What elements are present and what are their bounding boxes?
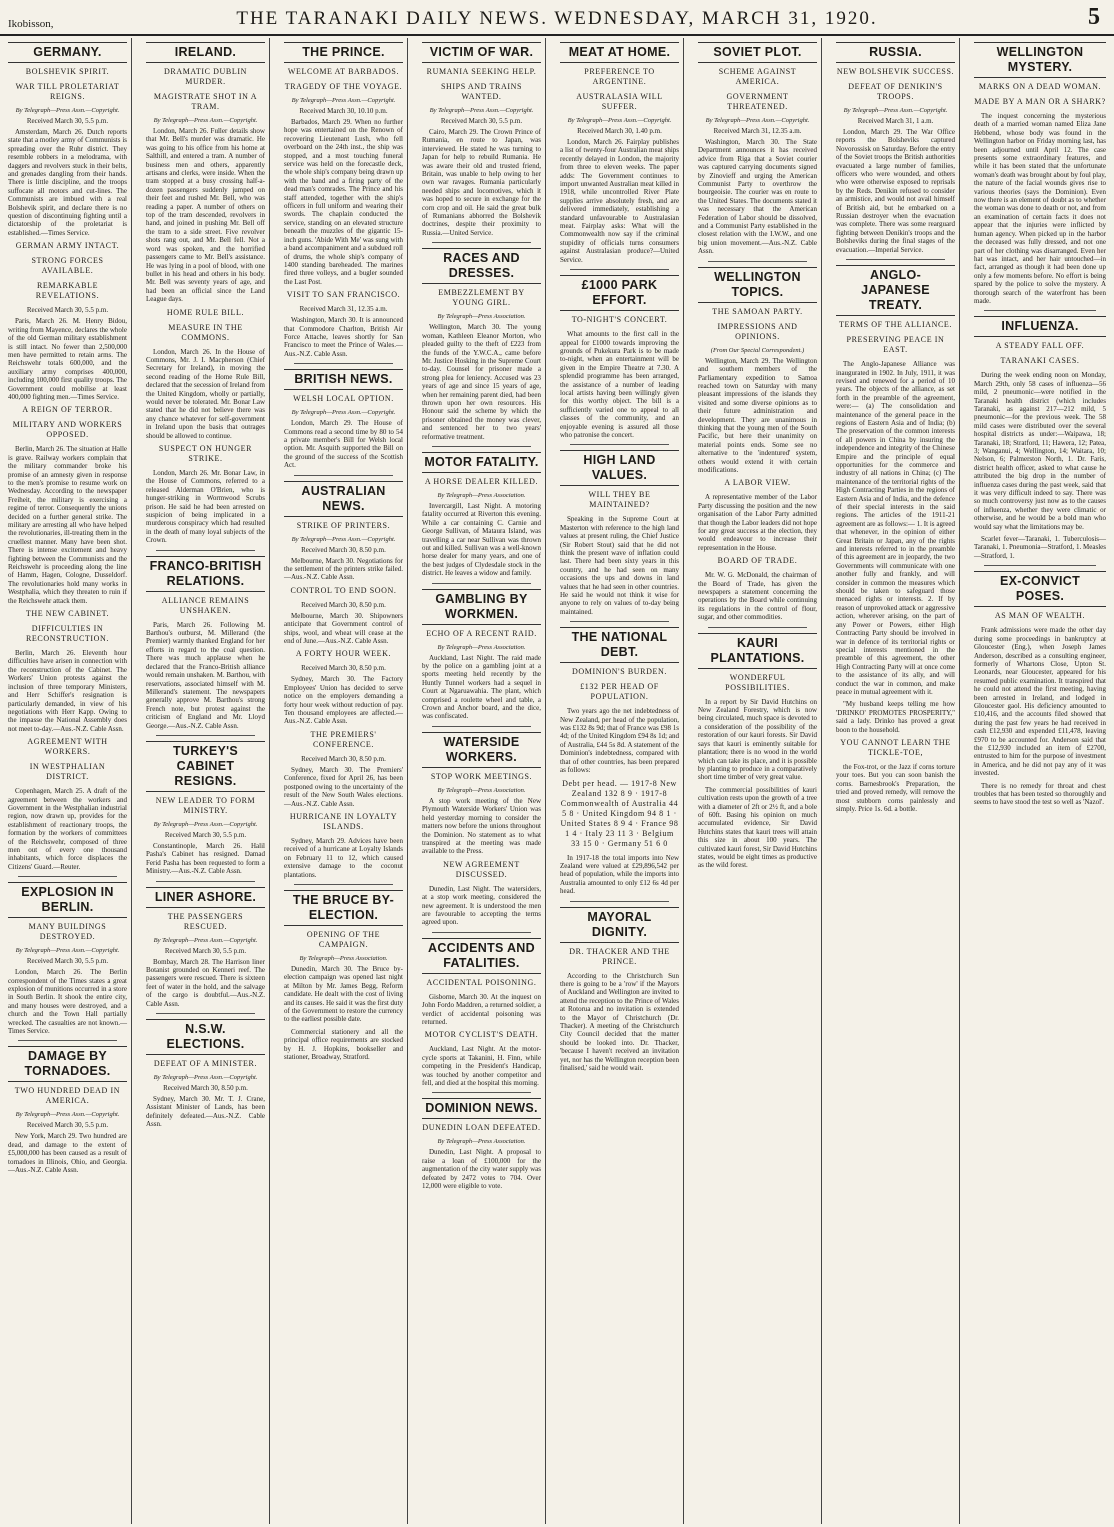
telegraph-byline: By Telegraph—Press Association.	[437, 491, 526, 499]
article-subheadline: DUNEDIN LOAN DEFEATED.	[422, 1123, 541, 1133]
column-rule	[432, 932, 531, 933]
article-subheadline: MADE BY A MAN OR A SHARK?	[974, 97, 1106, 106]
article-body: Dunedin, Last Night. A proposal to raise a loan of £100,000 for the augmentation of the city water supply was defeated by 2472 votes to 704. Over 12,000 were eligible to vote.	[422, 1148, 541, 1191]
article-body: Auckland, Last Night. The raid made by the police on a gambling joint at a sports meeting held recently by the Huntly Tunnel workers had a sequel in Court at Ngaruawahia. The plant, which comprised a roulette wheel and table, a Crown and Anchor board, and the dice, was confiscated.	[422, 653, 541, 721]
article-subheadline: MILITARY AND WORKERS OPPOSED.	[12, 420, 123, 440]
article-subheadline: MARKS ON A DEAD WOMAN.	[978, 82, 1102, 91]
column-rule	[18, 1040, 117, 1041]
article-body: London, March 26. In the House of Commons, Mr. J. I. Macpherson (Chief Secretary for Ireland), in moving the second reading of the Home Rule Bill, declared that the secession of Ireland from the United Kingdom, wholly or partially, would never be tolerated. Mr. Bonar Law stated that he did not believe there was any chance whatever for self-government in Ireland upon the basis that outrages should be allowed to continue.	[146, 347, 265, 440]
article-subheadline: GERMAN ARMY INTACT.	[15, 241, 120, 251]
article-body: Sydney, March 29. Advices have been received of a hurricane at Loyalty Islands on February 11 to 12, which caused extensive damage to the coconut plantations.	[284, 836, 403, 879]
article-body: London, March 26. Fairplay publishes a list of twenty-four Australian meat ships recently delayed in London, the majority from three to eleven weeks. The paper adds: The Government continues to import unwanted Australian meat killed in 1918, while uncontrolled River Plate supplies arrive absolutely fresh, and are delivered immediately, establishing a standard unfavourable to Australasian meat. Fairplay asks: What will the Commonwealth now say if the criminal stupidity of officials turns consumers against Australasian produce?—United Service.	[560, 138, 679, 264]
telegraph-byline: By Telegraph—Press Assn.—Copyright.	[291, 409, 396, 417]
article-subheadline: STOP WORK MEETINGS.	[430, 771, 533, 781]
article-subheadline: NEW LEADER TO FORM MINISTRY.	[155, 795, 256, 815]
article-subheadline: DEFEAT OF A MINISTER.	[153, 1059, 258, 1068]
article-body: Dunedin, Last Night. The watersiders, at a stop work meeting, considered the new agreement. It is understood the men are favourable to accepting the terms agreed upon.	[422, 884, 541, 927]
article-subheadline: DEFEAT OF DENIKIN'S TROOPS.	[848, 82, 943, 101]
column-rule	[156, 881, 255, 882]
article-headline: EX-CONVICT POSES.	[974, 571, 1106, 607]
article-headline: N.S.W. ELECTIONS.	[146, 1019, 265, 1055]
article-headline: WELLINGTON MYSTERY.	[974, 42, 1106, 78]
article-body: Berlin, March 26. Eleventh hour difficulties have arisen in connection with the reconstruction of the Cabinet. The Workers' Union protests against the inclusion of three temporary Ministers, and Herr Schiffer's resignation is particularly demanded, in view of his negotiations with Herr Kapp. Owing to the impasse the National Assembly does not meet to-day.—Aus.-N.Z. Cable Assn.	[8, 649, 127, 733]
article-subheadline: AS MAN OF WEALTH.	[994, 611, 1086, 621]
received-line: Received March 30, 5.5 p.m.	[440, 117, 523, 125]
column	[832, 38, 960, 1524]
column-rule	[432, 242, 531, 243]
article-subheadline: £132 PER HEAD OF POPULATION.	[580, 682, 659, 702]
article-body: London, March 29. The War Office reports the Bolsheviks captured Novorossisk on Saturday. Before the entry of the Soviet troops the British authorities evacuated a large number of families, officers who were wounded, and others who were otherwise exposed to reprisals by the Reds. Denikin refused to consider an armistice, and would not avail himself of British aid, but he embarked on a Russian destroyer when the evacuation was complete. There was some rearguard fighting between Denikin's troops and the Bolsheviks during the final stages of the evacuation.—Imperial Service.	[836, 128, 955, 254]
article-body: The Anglo-Japanese Alliance was inaugurated in 1902. In July, 1911, it was revised and renewed for a period of 10 years. The objects of the alliance, as set forth in the preamble of the agreement, were:— (a) The consolidation and maintenance of the general peace in the regions of Eastern Asia and of India; (b) The preservation of the common interests of all powers in China by insuring the independence and integrity of the Chinese Empire and the principle of equal opportunities for the commerce and industry of all nations in China; (c) The maintenance of the territorial rights of the High Contracting Parties in the regions of Eastern Asia and of India, and the defence of their special interests in the said regions. The articles of the 1911-21 agreement are as follows:— 1. It is agreed that whenever, in the opinion of either Great Britain or Japan, any of the rights and interests referred to in the preamble of this agreement are in jeopardy, the two Governments will communicate with one another fully and frankly, and will consider in common the measures which should be taken to safeguard those menaced rights or interests. 2. If by reason of unprovoked attack or aggressive action, wherever arising, on the part of any Power or Powers, either High Contracting Party should be involved in war in defence of its territorial rights or special interests mentioned in the preamble of this agreement, the other High Contracting Party will at once come to the assistance of its ally, and will conduct the war in common, and make peace in mutual agreement with it.	[836, 360, 955, 696]
article-body: Amsterdam, March 26. Dutch reports state that a motley army of Communists is spreading over the Ruhr district. They resemble robbers in a melodrama, with daggers and revolvers stuck in their belts, and grenades dangling from their hands. There is little discipline, and the troops suffocate all motors and cut-lines. The Communists are imbued with a real Bolshevik spirit, and declare there is no question of discontinuing fighting until a dictatorship of the proletariat is established.—Times Service.	[8, 128, 127, 237]
article-subheadline: TERMS OF THE ALLIANCE.	[838, 320, 953, 330]
article-body: Sydney, March 30. The Premiers' Conference, fixed for April 26, has been postponed owing to the uncertainty of the result of the New South Wales elections.—Aus.-N.Z. Cable Assn.	[284, 765, 403, 808]
telegraph-byline: By Telegraph—Press Assn.—Copyright.	[153, 820, 258, 828]
column-rule	[846, 259, 945, 260]
article-body: Dunedin, March 30. The Bruce by-election campaign was opened last night at Milton by Mr. James Begg, Reform candidate. He dealt with the cost of living and its causes. He said it was the first duty of the Government to restore the currency to the earliest possible date.	[284, 964, 403, 1024]
column	[694, 38, 822, 1524]
article-headline: FRANCO-BRITISH RELATIONS.	[146, 556, 265, 592]
received-line: Received March 30, 5.5 p.m.	[26, 306, 109, 315]
article-subheadline: GOVERNMENT THREATENED.	[726, 92, 789, 111]
article-body: Washington, March 30. The State Department announces it has received advice from Riga that a Soviet courier was captured carrying documents signed by Zinovieff and urging the American Communist Party to overthrow the bourgeoisie. The courier was en route to the United States. The documents stated it was necessary that the American Federation of Labor should be dissolved, and a Communist Party established in the closest relation with the I.W.W., and one big union movement.—Aus.-N.Z. Cable Assn.	[698, 138, 817, 256]
article-body: Gisborne, March 30. At the inquest on John Fordo Maddren, a returned soldier, a verdict of accidental poisoning was returned.	[422, 992, 541, 1026]
article-body: New York, March 29. Two hundred are dead, and damage to the extent of £5,000,000 has been caused as a result of tornadoes in Illinois, Ohio, and Georgia.—Aus.-N.Z. Cable Assn.	[8, 1132, 127, 1175]
article-subheadline: CONTROL TO END SOON.	[290, 585, 397, 595]
article-subheadline: STRIKE OF PRINTERS.	[296, 520, 391, 530]
column-rule	[294, 884, 393, 885]
telegraph-byline: By Telegraph—Press Assn.—Copyright.	[15, 107, 120, 114]
telegraph-byline: By Telegraph—Press Association.	[437, 1138, 526, 1146]
masthead-left-note: Ikobisson,	[8, 18, 54, 30]
article-headline: THE PRINCE.	[284, 42, 403, 63]
article-headline: ANGLO-JAPANESE TREATY.	[836, 265, 955, 316]
column-rule	[570, 621, 669, 622]
telegraph-byline: By Telegraph—Press Assn.—Copyright.	[567, 117, 672, 124]
article-body: Frank admissions were made the other day during some proceedings in bankruptcy at Gloucester (Eng.), when Joseph James Anderson, described as a consulting engineer, formerly of Whartons Close, Upton St. Leonards, near Gloucester, appeared for his resumed public examination. It transpired that he could not attend the first meeting, having been arrested in Ireland, and lodged in Gloucester gaol. His deficiency amounted to £10,416, and the accounts filed showed that during the past few years he had received in cash £12,930 and expended £11,478, leaving £970 to be accounted for. Anderson said that the £12,930 included an item of £2700, entrusted to him for the purpose of investment in America, and he did not pay any of it was invested.	[974, 626, 1106, 778]
column	[142, 38, 270, 1524]
article-body: Constantinople, March 26. Halil Pasha's Cabinet has resigned. Damad Ferid Pasha has been requested to form a Ministry.—Aus.-N.Z. Cable Assn.	[146, 841, 265, 876]
article-subheadline: MOTOR CYCLIST'S DEATH.	[424, 1030, 539, 1040]
article-body: Mr. W. G. McDonald, the chairman of the Board of Trade, has given the newspapers a statement concerning the operations by the Board while continuing its regulations in the control of flour, sugar, and other commodities.	[698, 571, 817, 622]
article-subheadline: DRAMATIC DUBLIN MURDER.	[164, 67, 247, 86]
article-body: In 1917-18 the total imports into New Zealand were valued at £29,896,542 per head of population, while the imports into Australia amounted to only £12 6s 4d per head.	[560, 853, 679, 896]
article-headline: RACES AND DRESSES.	[422, 248, 541, 284]
telegraph-byline: By Telegraph—Press Assn.—Copyright.	[429, 107, 534, 114]
article-subheadline: VISIT TO SAN FRANCISCO.	[286, 290, 401, 300]
article-subheadline: OPENING OF THE CAMPAIGN.	[306, 929, 381, 949]
article-body: Copenhagen, March 25. A draft of the agreement between the workers and Government in the Westphalian industrial region, now drawn up, provides for the establishment of reactionary troops, the formation by the workers of committees of the Reichswehr, composed of three men out of every one thousand inhabitants, which force displaces the Citizens' Guard.—Reuter.	[8, 787, 127, 871]
article-headline: EXPLOSION IN BERLIN.	[8, 882, 127, 918]
article-body: London, March 29. The House of Commons read a second time by 80 to 54 a private member's Bill for Welsh local option. Mr. Asquith supported the Bill on the ground of the success of the Scottish Act.	[284, 419, 403, 470]
column	[418, 38, 546, 1524]
column-rule	[432, 1092, 531, 1093]
article-body: Berlin, March 26. The situation at Halle is grave. Railway workers complain that the military commander broke his promise of an amnesty given in response to the men's promise to resume work on Wednesday. According to the newspaper Freiheit, the military is exercising a regime of terror. Consequently the unions decided on a further general strike. The military are arresting all who have helped the revolutionaries, ill-treating them in the cruellest manner. Many have been shot. There is intense excitement and heavy fighting between the Communists and the Reichswehr is proceeding along the line of Hamm, Hagen, Cologne, Dusseldorf. The revolutionaries hold many works in Westphalia, which they threaten to ruin if the Reichswehr attack them.	[8, 445, 127, 605]
article-subheadline: STRONG FORCES AVAILABLE.	[31, 256, 104, 276]
column-rule	[156, 735, 255, 736]
article-subheadline: ECHO OF A RECENT RAID.	[426, 628, 537, 638]
article-subheadline: ALLIANCE REMAINS UNSHAKEN.	[161, 595, 250, 615]
article-body: There is no remedy for throat and chest troubles that has been tested so thoroughly and seems to have stood the test so well as 'Nazol'.	[974, 781, 1106, 807]
article-subheadline: TO-NIGHT'S CONCERT.	[571, 315, 668, 325]
column-rule	[570, 269, 669, 270]
column	[556, 38, 684, 1524]
article-subheadline: AGREEMENT WITH WORKERS.	[27, 737, 108, 757]
article-body: Paris, March 26. M. Henry Bidou, writing from Mayence, declares the whole of the old German military establishment is still intact. No fewer than 2,500,000 men have permitted to retain arms. The Reichswehr totals 600,000, and the auxiliary army comprises 400,000, including 100,000 first quality troops. The Government could mobilise at least 400,000 fighting men.—Times Service.	[8, 317, 127, 401]
article-body: Sydney, March 30. Mr. T. J. Crane, Assistant Minister of Lands, has been definitely defeated.—Aus.-N.Z. Cable Assn.	[146, 1095, 265, 1129]
article-body: During the week ending noon on Monday, March 29th, only 58 cases of influenza—56 mild, 2 pneumonic—were notified in the Taranaki health district (which includes Taranaki, as against 217—212 mild, 5 pneumonic—for the previous week. The 58 mild cases were distributed over the several hospital districts as under:—Waipawa, 18; Taranaki, 18; Stratford, 11; Hawera, 12; Patea, 3; Wanganui, 4; Wellington, 14; Waitara, 10; Nelson, 6; Palmerston North, 1. Dr. Faris, district health officer, asked to what cause he attributed the big drop in the number of influenza cases during the past week, said that it was very difficult indeed to say. There was so much controversy just now as to the causes of influenza, whether they were climatic or otherwise, and he would be a bold man who would say what the limitations may be.	[974, 371, 1106, 531]
received-line: Received March 30, 8.50 p.m.	[301, 664, 386, 673]
article-headline: GAMBLING BY WORKMEN.	[422, 589, 541, 625]
article-subheadline: TRAGEDY OF THE VOYAGE.	[284, 82, 403, 91]
article-subheadline: IN WESTPHALIAN DISTRICT.	[29, 762, 106, 782]
article-subheadline: WELSH LOCAL OPTION.	[293, 394, 394, 404]
article-body: The inquest concerning the mysterious death of a married woman named Eliza Jane Hebbend, whose body was found in the Wellington harbor on Friday morning last, has been adjourned until April 12. The case presents some extraordinary features, and while it has been stated that the unfortunate woman's death was brought about by foul play, the nature of the facial wounds gives rise to various theories (says the Dominion). Even now there is an element of doubt as to whether the woman was done to death or not, and from an examination of certain facts it does not appear that the injuries were inflicted by human agency. When picked up in the harbor the deceased was fully dressed, and not one part of her clothing was disarranged. Even her hat was intact, and her hair untouched—in fact, arranged as though it had been done up only a few moments before. No effort is being spared by the police to solve the mystery. A thorough search of the waterfront has been made.	[974, 112, 1106, 305]
article-subheadline: REMARKABLE REVELATIONS.	[35, 281, 100, 301]
article-subheadline: THE PREMIERS' CONFERENCE.	[310, 729, 377, 749]
article-body: London, March 26. Fuller details show that Mr. Bell's murder was dramatic. He was going to his office from his home at Salthill, and entered a tram. A number of business men and others, apparently artisans and clerks, were inside. When the tram stopped at a busy crossing half-a-dozen passengers suddenly jumped on their feet and rushed Mr. Bell, who was reading a paper. A number of others on top of the tram descended, revolvers in hand, and joined in pushing Mr. Bell off the tram to a side street. Five revolver shots rang out, and Mr. Bell fell. Not a word was spoken, and the horrified passengers came to Mr. Bell's assistance. He was lying in a pool of blood, with one bullet in his head and others in his body. Mr. Bell was seventy years of age, and had been an official since the Land League days.	[146, 127, 265, 304]
column	[4, 38, 132, 1524]
article-subheadline: NEW BOLSHEVIK SUCCESS.	[836, 67, 955, 76]
article-subheadline: MANY BUILDINGS DESTROYED.	[28, 922, 107, 942]
received-line: Received March 30, 8.50 p.m.	[301, 754, 386, 763]
article-headline: AUSTRALIAN NEWS.	[284, 481, 403, 517]
masthead-title: THE TARANAKI DAILY NEWS. WEDNESDAY, MARCH 31, 1920.	[236, 8, 878, 29]
article-subheadline: SCHEME AGAINST AMERICA.	[718, 67, 797, 86]
column-rule	[432, 726, 531, 727]
article-subheadline: EMBEZZLEMENT BY YOUNG GIRL.	[438, 288, 525, 308]
article-subheadline: A HORSE DEALER KILLED.	[424, 476, 539, 486]
article-subheadline: RUMANIA SEEKING HELP.	[426, 67, 537, 76]
article-headline: TURKEY'S CABINET RESIGNS.	[146, 741, 265, 792]
received-line: Received March 30, 5.5 p.m.	[164, 830, 247, 839]
telegraph-byline: By Telegraph—Press Association.	[437, 786, 526, 794]
received-line: Received March 30, 1.40 p.m.	[577, 127, 662, 135]
column-rule	[156, 1013, 255, 1014]
received-line: Received March 30, 5.5 p.m.	[26, 957, 109, 966]
received-line: Received March 30, 10.10 p.m.	[299, 107, 388, 115]
article-subheadline: DR. THACKER AND THE PRINCE.	[569, 946, 670, 966]
telegraph-byline: By Telegraph—Press Association.	[299, 954, 388, 962]
article-subheadline: NEW AGREEMENT DISCUSSED.	[443, 859, 520, 879]
article-body: Paris, March 26. Following M. Barthou's outburst, M. Millerand (the Premier) warmly thanked England for her efforts in regard to the coal question. There was much applause when he declared that the Franco-British alliance would remain unshaken. M. Barthou, with reservations, associated himself with M. Millerand's statement. The newspapers generally approve M. Barthou's strong French note, but protest against the criticism of England and Mr. Lloyd George.—Aus.-N.Z. Cable Assn.	[146, 620, 265, 730]
article-subheadline: A REIGN OF TERROR.	[22, 405, 113, 415]
article-body: Melbourne, March 30. Negotiations for the settlement of the printers strike failed.—Aus.-N.Z. Cable Assn.	[284, 556, 403, 582]
received-line: Received March 30, 8.50 p.m.	[301, 600, 386, 609]
article-headline: ACCIDENTS AND FATALITIES.	[422, 938, 541, 974]
article-headline: HIGH LAND VALUES.	[560, 450, 679, 486]
article-headline: MOTOR FATALITY.	[422, 452, 541, 473]
article-headline: GERMANY.	[8, 42, 127, 63]
article-headline: IRELAND.	[146, 42, 265, 63]
article-subheadline: IMPRESSIONS AND OPINIONS.	[717, 321, 798, 341]
article-subheadline: PRESERVING PEACE IN EAST.	[846, 335, 945, 355]
article-subheadline: ACCIDENTAL POISONING.	[426, 977, 537, 987]
column-rule	[708, 627, 807, 628]
article-body: Scarlet fever—Taranaki, 1. Tuberculosis—Taranaki, 1. Pneumonia—Stratford, 1. Measles—Stratford, 1.	[974, 535, 1106, 560]
article-headline: RUSSIA.	[836, 42, 955, 63]
article-body: Auckland, Last Night. At the motor-cycle sports at Takanini, H. Finn, while competing in the President's Handicap, was touched by another competitor and fell, and died at the hospital this morning.	[422, 1045, 541, 1087]
article-headline: INFLUENZA.	[974, 316, 1106, 337]
received-line: Received March 30, 8.50 p.m.	[163, 1084, 248, 1092]
article-subheadline: A STEADY FALL OFF.	[995, 341, 1085, 351]
article-body: Bombay, March 28. The Harrison liner Botanist grounded on Kenneri reef. The passengers were rescued. There is sixteen feet of water in the hold, and the salvage of the cargo is doubtful.—Aus.-N.Z. Cable Assn.	[146, 957, 265, 1008]
article-headline: £1000 PARK EFFORT.	[560, 275, 679, 311]
telegraph-byline: By Telegraph—Press Assn.—Copyright.	[153, 936, 258, 944]
article-headline: DAMAGE BY TORNADOES.	[8, 1046, 127, 1082]
article-subheadline: YOU CANNOT LEARN THE TICKLE-TOE,	[840, 737, 951, 757]
received-line: Received March 30, 5.5 p.m.	[26, 1121, 109, 1130]
article-subheadline: THE SAMOAN PARTY.	[712, 306, 803, 316]
article-body: London, March 26. Mr. Bonar Law, in the House of Commons, referred to a released Alderman O'Brien, who is hunger-striking in Wormwood Scrubs prison. He said he had been arrested on suspicion of being implicated in a murderous conspiracy which had resulted in the death of many loyal subjects of the Crown.	[146, 469, 265, 545]
article-body: According to the Christchurch Sun there is going to be a 'row' if the Mayors of Auckland and Wellington are invited to attend the reception to the Prince of Wales at Rotorua and no invitation is extended to the Mayor of Christchurch (Dr. Thacker). A meeting of the Christchurch City Council decided that the matter should be looked into. Dr. Thacker, 'because I haven't received an invitation yet, nor has the Wellington reception been finalised,' said he would wait.	[560, 971, 679, 1072]
article-body: Two years ago the net indebtedness of New Zealand, per head of the population, was £132 8s 9d; that of France was £98 1s 4d; of the United Kingdom £94 8s 1d; and of Australia, £44 5s 8d. A statement of the Dominion's indebtedness, compared with that of other countries, has been prepared as follows:	[560, 707, 679, 775]
column-rule	[984, 565, 1096, 566]
article-body: Barbados, March 29. When no further hope was entertained on the Renown of recovering Lieutenant Lush, who fell overboard on the 24th inst., the ship was stopped, and a most touching funeral service was held on the forecastle deck, the whole ship's company being drawn up with the band and a firing party of the dead man's comrades. The Prince and his staff attended, together with the ship's officers in full uniform and wearing their swords. The chaplain conducted the service, standing on an elevated structure beneath the muzzles of the gigantic 15-inch guns. 'Abide With Me' was sung with a band accompaniment and a subdued roll of drums, the whole ship's company of 1400 standing bareheaded. The marines fired three volleys, and a bugler sounded the Last Post.	[284, 118, 403, 286]
article-body: the Fox-trot, or the Jazz if corns torture your toes. But you can soon banish the corns. Barnesbrook's Preparation, the tried and proved remedy, will remove the most stubborn corns painlessly and simply. Price 1s. 6d. a bottle.	[836, 762, 955, 813]
telegraph-byline: By Telegraph—Press Association.	[437, 643, 526, 651]
column-rule	[294, 475, 393, 476]
article-headline: WATERSIDE WORKERS.	[422, 732, 541, 768]
article-headline: WELLINGTON TOPICS.	[698, 267, 817, 303]
article-headline: THE NATIONAL DEBT.	[560, 627, 679, 663]
column	[280, 38, 408, 1524]
article-subheadline: BOLSHEVIK SPIRIT.	[25, 67, 110, 76]
received-line: Received March 31, 12.35 a.m.	[299, 305, 388, 314]
article-headline: MAYORAL DIGNITY.	[560, 907, 679, 943]
article-subheadline: HURRICANE IN LOYALTY ISLANDS.	[289, 811, 398, 831]
article-subheadline: WELCOME AT BARBADOS.	[287, 67, 400, 76]
masthead	[0, 0, 1114, 36]
article-body: Sydney, March 30. The Factory Employees' Union has decided to serve notice on the employers demanding a forty hour week without reduction of pay. Ten thousand employees are affected.—Aus.-N.Z. Cable Assn.	[284, 675, 403, 726]
article-headline: LINER ASHORE.	[146, 887, 265, 908]
column-rule	[570, 444, 669, 445]
column	[970, 38, 1110, 1524]
article-body: Commercial stationery and all the principal office requirements are stocked by H. J. Hopkins, bookseller and stationer, Broadway, Stratford.	[284, 1027, 403, 1061]
article-headline: VICTIM OF WAR.	[422, 42, 541, 63]
telegraph-byline: (From Our Special Correspondent.)	[710, 346, 805, 354]
article-body: London, March 26. The Berlin correspondent of the Times states a great explosion of munitions occurred in a store in South Berlin. It shook the entire city, and many houses were destroyed, and a church and the Town Hall partially wrecked. The casualties are not known.—Times Service.	[8, 968, 127, 1036]
received-line: Received March 30, 5.5 p.m.	[164, 946, 247, 955]
column-rule	[156, 550, 255, 551]
article-subheadline: A LABOR VIEW.	[724, 478, 791, 488]
telegraph-byline: By Telegraph—Press Assn.—Copyright.	[15, 1111, 120, 1119]
article-subheadline: DIFFICULTIES IN RECONSTRUCTION.	[25, 624, 109, 644]
article-body: Wellington, March 30. The young woman, Kathleen Eleanor Morton, who pleaded guilty to the theft of £223 from the funds of the Y.W.C.A., came before Mr. Justice Hosking in the Supreme Court to-day. Counsel for prisoner made a strong plea for leniency. Accused was 23 years of age and since 15 years of age, when her remaining parent died, had been thrown upon her own resources. His Honour said the scheme by which the prisoner obtained the money was clever, and sentenced her to two years' reformative treatment.	[422, 323, 541, 441]
telegraph-byline: By Telegraph—Press Assn.—Copyright.	[843, 107, 948, 114]
article-subheadline: WILL THEY BE MAINTAINED?	[588, 490, 651, 510]
column-rule	[432, 446, 531, 447]
article-body: In a report by Sir David Hutchins on New Zealand Forestry, which is now being circulated, much space is devoted to a consideration of the possibility of the restoration of our kauri forests. Sir David says that kauri is eminently suitable for plantation; there is no wood in the world which can take its place, and it is possible by planting to produce in a comparatively short time timber of very great value.	[698, 697, 817, 782]
article-subheadline: THE PASSENGERS RESCUED.	[167, 911, 244, 931]
received-line: Received March 31, 12.35 a.m.	[713, 127, 802, 135]
article-headline: SOVIET PLOT.	[698, 42, 817, 63]
article-subheadline: A FORTY HOUR WEEK.	[295, 649, 392, 659]
telegraph-byline: By Telegraph—Press Assn.—Copyright.	[291, 535, 396, 543]
telegraph-byline: By Telegraph—Press Association.	[437, 313, 526, 321]
article-subheadline: TWO HUNDRED DEAD IN AMERICA.	[14, 1086, 121, 1106]
article-subheadline: MEASURE IN THE COMMONS.	[168, 322, 243, 342]
columns-container	[4, 38, 1110, 1524]
received-line: Received March 30, 8.50 p.m.	[301, 545, 386, 554]
column-rule	[294, 363, 393, 364]
column-rule	[984, 310, 1096, 311]
column-rule	[18, 876, 117, 877]
article-body: A representative member of the Labor Party discussing the position and the new organisation of the Labor Party admitted that though the Labor leaders did not hope for any great success at the election, they would endeavour to increase their representation in the House.	[698, 493, 817, 552]
article-headline: THE BRUCE BY-ELECTION.	[284, 890, 403, 926]
article-subheadline: SUSPECT ON HUNGER STRIKE.	[158, 444, 253, 463]
article-subheadline: SHIPS AND TRAINS WANTED.	[440, 82, 523, 101]
article-subheadline: PREFERENCE TO ARGENTINE.	[584, 67, 655, 86]
article-headline: MEAT AT HOME.	[560, 42, 679, 63]
article-subheadline: BOARD OF TRADE.	[717, 556, 798, 566]
article-headline: DOMINION NEWS.	[422, 1098, 541, 1119]
article-subheadline: WAR TILL PROLETARIAT REIGNS.	[15, 82, 120, 101]
telegraph-byline: By Telegraph—Press Assn.—Copyright.	[291, 97, 396, 104]
article-subheadline: Debt per head. — 1917-8 New Zealand 132 8 9 · 1917-8 Commonwealth of Australia 44 5 8 · United Kingdom 94 8 1 · United States 8 9 4 · France 98 1 4 · Italy 23 11 3 · Belgium 33 15 0 · Germany 51 6 0	[560, 778, 679, 848]
article-subheadline: HOME RULE BILL.	[166, 307, 245, 317]
telegraph-byline: By Telegraph—Press Assn.—Copyright.	[15, 947, 120, 955]
article-subheadline: TARANAKI CASES.	[1000, 356, 1080, 366]
column-rule	[432, 583, 531, 584]
article-body: Speaking in the Supreme Court at Masterton with reference to the high land values at present ruling, the Chief Justice (Sir Robert Stout) said that he did not think the present wave of inflation could last. There had been sixty years in this country, and he had seen on many occasions the ups and downs in land values that he had seen in other countries. He said he would not think it wise for anyone to rely on values of to-day being maintained.	[560, 515, 679, 616]
received-line: Received March 30, 5.5 p.m.	[26, 117, 109, 125]
article-body: The commercial possibilities of kauri cultivation rests upon the growth of a tree with a diameter of 2ft or 2½ ft, and a bole of 60ft. Basing his opinion on much accumulated evidence, Sir David Hutchins states that kauri trees will attain this size in about 100 years. The cultivated kauri forest, Sir David Hutchins states, would be eight times as productive as the wild forest.	[698, 785, 817, 870]
received-line: Received March 31, 1 a.m.	[857, 117, 934, 125]
article-subheadline: MAGISTRATE SHOT IN A TRAM.	[153, 92, 258, 111]
article-subheadline: WONDERFUL POSSIBILITIES.	[725, 672, 790, 692]
column-rule	[570, 901, 669, 902]
article-body: Melbourne, March 30. Shipowners anticipate that Government control of ships, wool, and wheat will cease at the end of June.—Aus.-N.Z. Cable Assn.	[284, 611, 403, 646]
article-body: Washington, March 30. It is announced that Commodore Charlton, British Air Force Attache, leaves shortly for San Francisco to meet the Prince of Wales.—Aus.-N.Z. Cable Assn.	[284, 316, 403, 358]
telegraph-byline: By Telegraph—Press Assn.—Copyright.	[705, 117, 810, 124]
telegraph-byline: By Telegraph—Press Assn.—Copyright.	[153, 1074, 258, 1081]
article-body: A stop work meeting of the New Plymouth Waterside Workers' Union was held yesterday morning to consider the matters now before the unions throughout the Dominion. No statement as to what transpired at the meeting was made available to the Press.	[422, 796, 541, 856]
article-headline: BRITISH NEWS.	[284, 369, 403, 390]
column-rule	[708, 261, 807, 262]
article-subheadline: AUSTRALASIA WILL SUFFER.	[576, 92, 663, 111]
article-body: Cairo, March 29. The Crown Prince of Rumania, en route to Japan, was interviewed. He stated he was turning to Japan for help to rebuild Rumania. He was aware their old and trusted friend, Britain, was unable to help owing to her own war ravages. Rumania particularly needed ships and locomotives, which it was hoped to secure in exchange for the corn crop and oil. He said the great bulk of Rumanians abhorred the Bolshevik doctrines, despite their proximity to Russia.—United Service.	[422, 128, 541, 237]
telegraph-byline: By Telegraph—Press Assn.—Copyright.	[153, 117, 258, 124]
article-body: What amounts to the first call in the appeal for £1000 towards improving the grounds of Pukekura Park is to be made to-night, when an entertainment will be given in the Empire Theatre at 7.30. A splendid programme has been arranged, the assistance of a number of leading local artists having been willingly given for this worthy object. The bill is a sufficiently varied one to appeal to all classes of the community, and an enjoyable evening is assured all those who patronise the concert.	[560, 330, 679, 439]
article-body: Wellington, March 29. The Wellington and southern members of the Parliamentary expedition to Samoa reached town on Saturday with many pleasant impressions of the islands they visited and some diverse opinions as to their future administration and development. They are unanimous in thinking that the young men of the South Pacific, but here their unanimity on material points ends. Some see no alternative to the 'indentured' system, others would extend it with certain modifications.	[698, 356, 817, 474]
article-subheadline: DOMINION'S BURDEN.	[572, 667, 667, 677]
page-number: 5	[1088, 4, 1100, 30]
article-body: "My husband keeps telling me how 'DRINKO' PROMOTES PROSPERITY," said a lady. Drinko has proved a great boon to the household.	[836, 700, 955, 734]
article-headline: KAURI PLANTATIONS.	[698, 633, 817, 669]
article-subheadline: THE NEW CABINET.	[25, 609, 110, 619]
article-body: Invercargill, Last Night. A motoring fatality occurred at Riverton this evening. While a car containing C. Carnie and George Sullivan, of Mataura Island, was travelling a car near Sullivan was thrown out and killed. Sullivan was a well-known horse dealer for many years, and one of the best judges of Clydesdale stock in the district. He leaves a widow and family.	[422, 501, 541, 578]
